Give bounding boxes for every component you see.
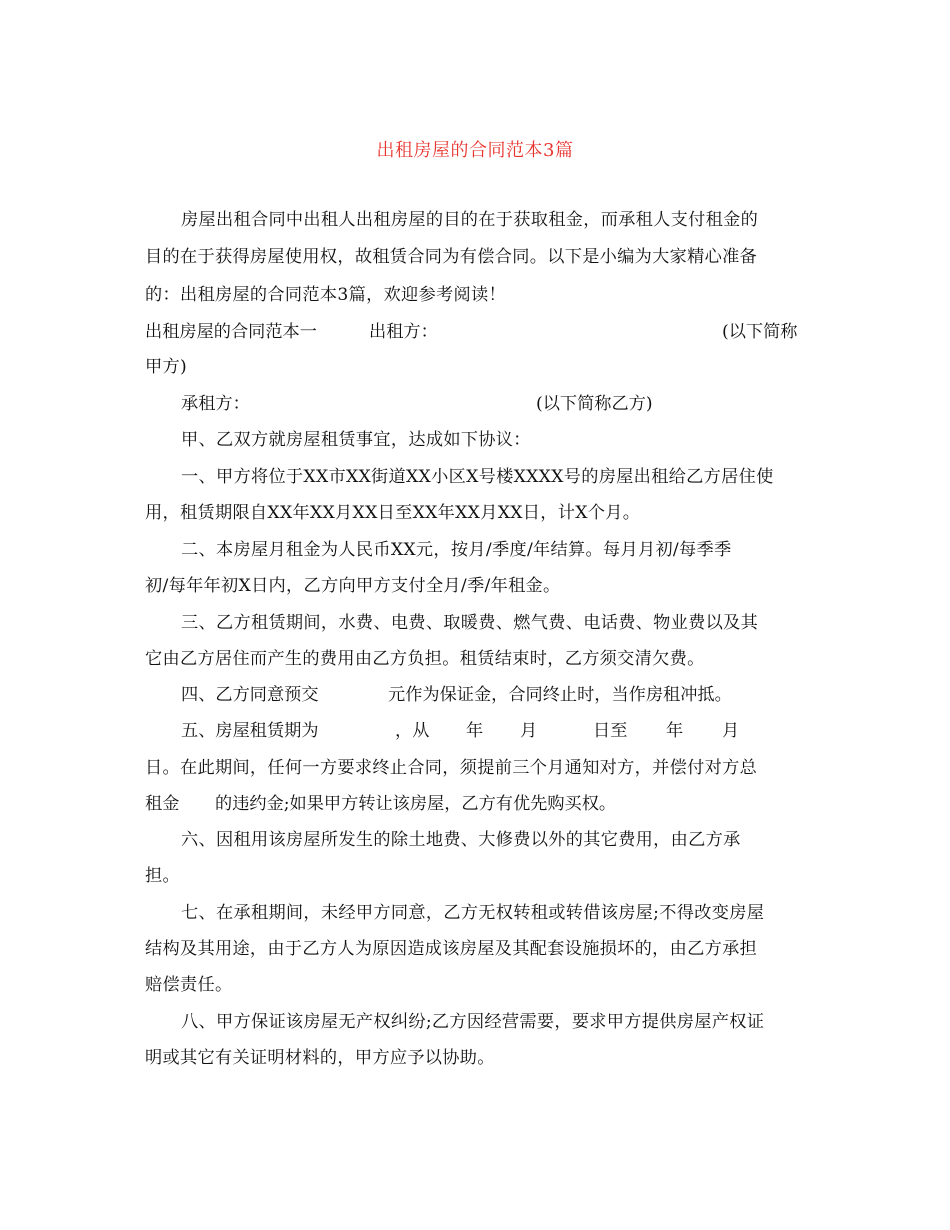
clause-5-part-b: ，从: [395, 721, 430, 741]
lessor-note: (以下简称: [722, 322, 798, 342]
clause-5-month-2: 月: [722, 721, 740, 741]
clause-7-line-3: 赔偿责任。: [145, 975, 233, 995]
clause-1-line-2: 用，租赁期限自XX年XX月XX日至XX年XX月XX日，计X个月。: [145, 503, 641, 523]
document-title: 出租房屋的合同范本3篇: [376, 140, 574, 161]
clause-5-line-3-part-a: 租金: [145, 794, 180, 814]
lessor-note-cont: 甲方): [145, 357, 187, 377]
clause-7-line-1: 七、在承租期间，未经甲方同意，乙方无权转租或转借该房屋;不得改变房屋: [181, 903, 765, 923]
sample-heading: 出租房屋的合同范本一: [145, 322, 317, 342]
clause-2-line-1: 二、本房屋月租金为人民币XX元，按月/季度/年结算。每月月初/每季季: [181, 540, 732, 560]
clause-5-line-3-part-b: 的违约金;如果甲方转让该房屋，乙方有优先购买权。: [215, 794, 617, 814]
clause-2-line-2: 初/每年年初X日内，乙方向甲方支付全月/季/年租金。: [145, 576, 561, 596]
clause-6-line-1: 六、因租用该房屋所发生的除土地费、大修费以外的其它费用，由乙方承: [181, 830, 741, 850]
clause-6-line-2: 担。: [145, 866, 180, 886]
clause-5-year-1: 年: [466, 721, 484, 741]
lessee-label: 承租方：: [181, 394, 250, 414]
clause-4-part-a: 四、乙方同意预交: [181, 685, 319, 705]
intro-line-3: 的：出租房屋的合同范本3篇，欢迎参考阅读！: [145, 285, 506, 305]
clause-5-line-2: 日。在此期间，任何一方要求终止合同，须提前三个月通知对方，并偿付对方总: [145, 758, 758, 778]
clause-5-year-2: 年: [666, 721, 684, 741]
clause-5-month-1: 月: [520, 721, 538, 741]
clause-8-line-2: 明或其它有关证明材料的，甲方应予以协助。: [145, 1048, 495, 1068]
clause-4-part-b: 元作为保证金，合同终止时，当作房租冲抵。: [388, 685, 732, 705]
lessor-label: 出租方：: [369, 322, 438, 342]
clause-8-line-1: 八、甲方保证该房屋无产权纠纷;乙方因经营需要，要求甲方提供房屋产权证: [181, 1012, 765, 1032]
agreement-intro: 甲、乙双方就房屋租赁事宜，达成如下协议：: [181, 430, 531, 450]
lessee-note: (以下简称乙方): [536, 394, 653, 414]
clause-5-part-a: 五、房屋租赁期为: [181, 721, 319, 741]
clause-7-line-2: 结构及其用途，由于乙方人为原因造成该房屋及其配套设施损坏的，由乙方承担: [145, 939, 758, 959]
clause-1-line-1: 一、甲方将位于XX市XX街道XX小区X号楼XXXX号的房屋出租给乙方居住使: [181, 467, 774, 487]
intro-line-2: 目的在于获得房屋使用权，故租赁合同为有偿合同。以下是小编为大家精心准备: [145, 247, 758, 267]
intro-line-1: 房屋出租合同中出租人出租房屋的目的在于获取租金，而承租人支付租金的: [181, 210, 759, 230]
clause-3-line-1: 三、乙方租赁期间，水费、电费、取暖费、燃气费、电话费、物业费以及其: [181, 613, 759, 633]
clause-3-line-2: 它由乙方居住而产生的费用由乙方负担。租赁结束时，乙方须交清欠费。: [145, 649, 705, 669]
clause-5-day-to: 日至: [593, 721, 628, 741]
